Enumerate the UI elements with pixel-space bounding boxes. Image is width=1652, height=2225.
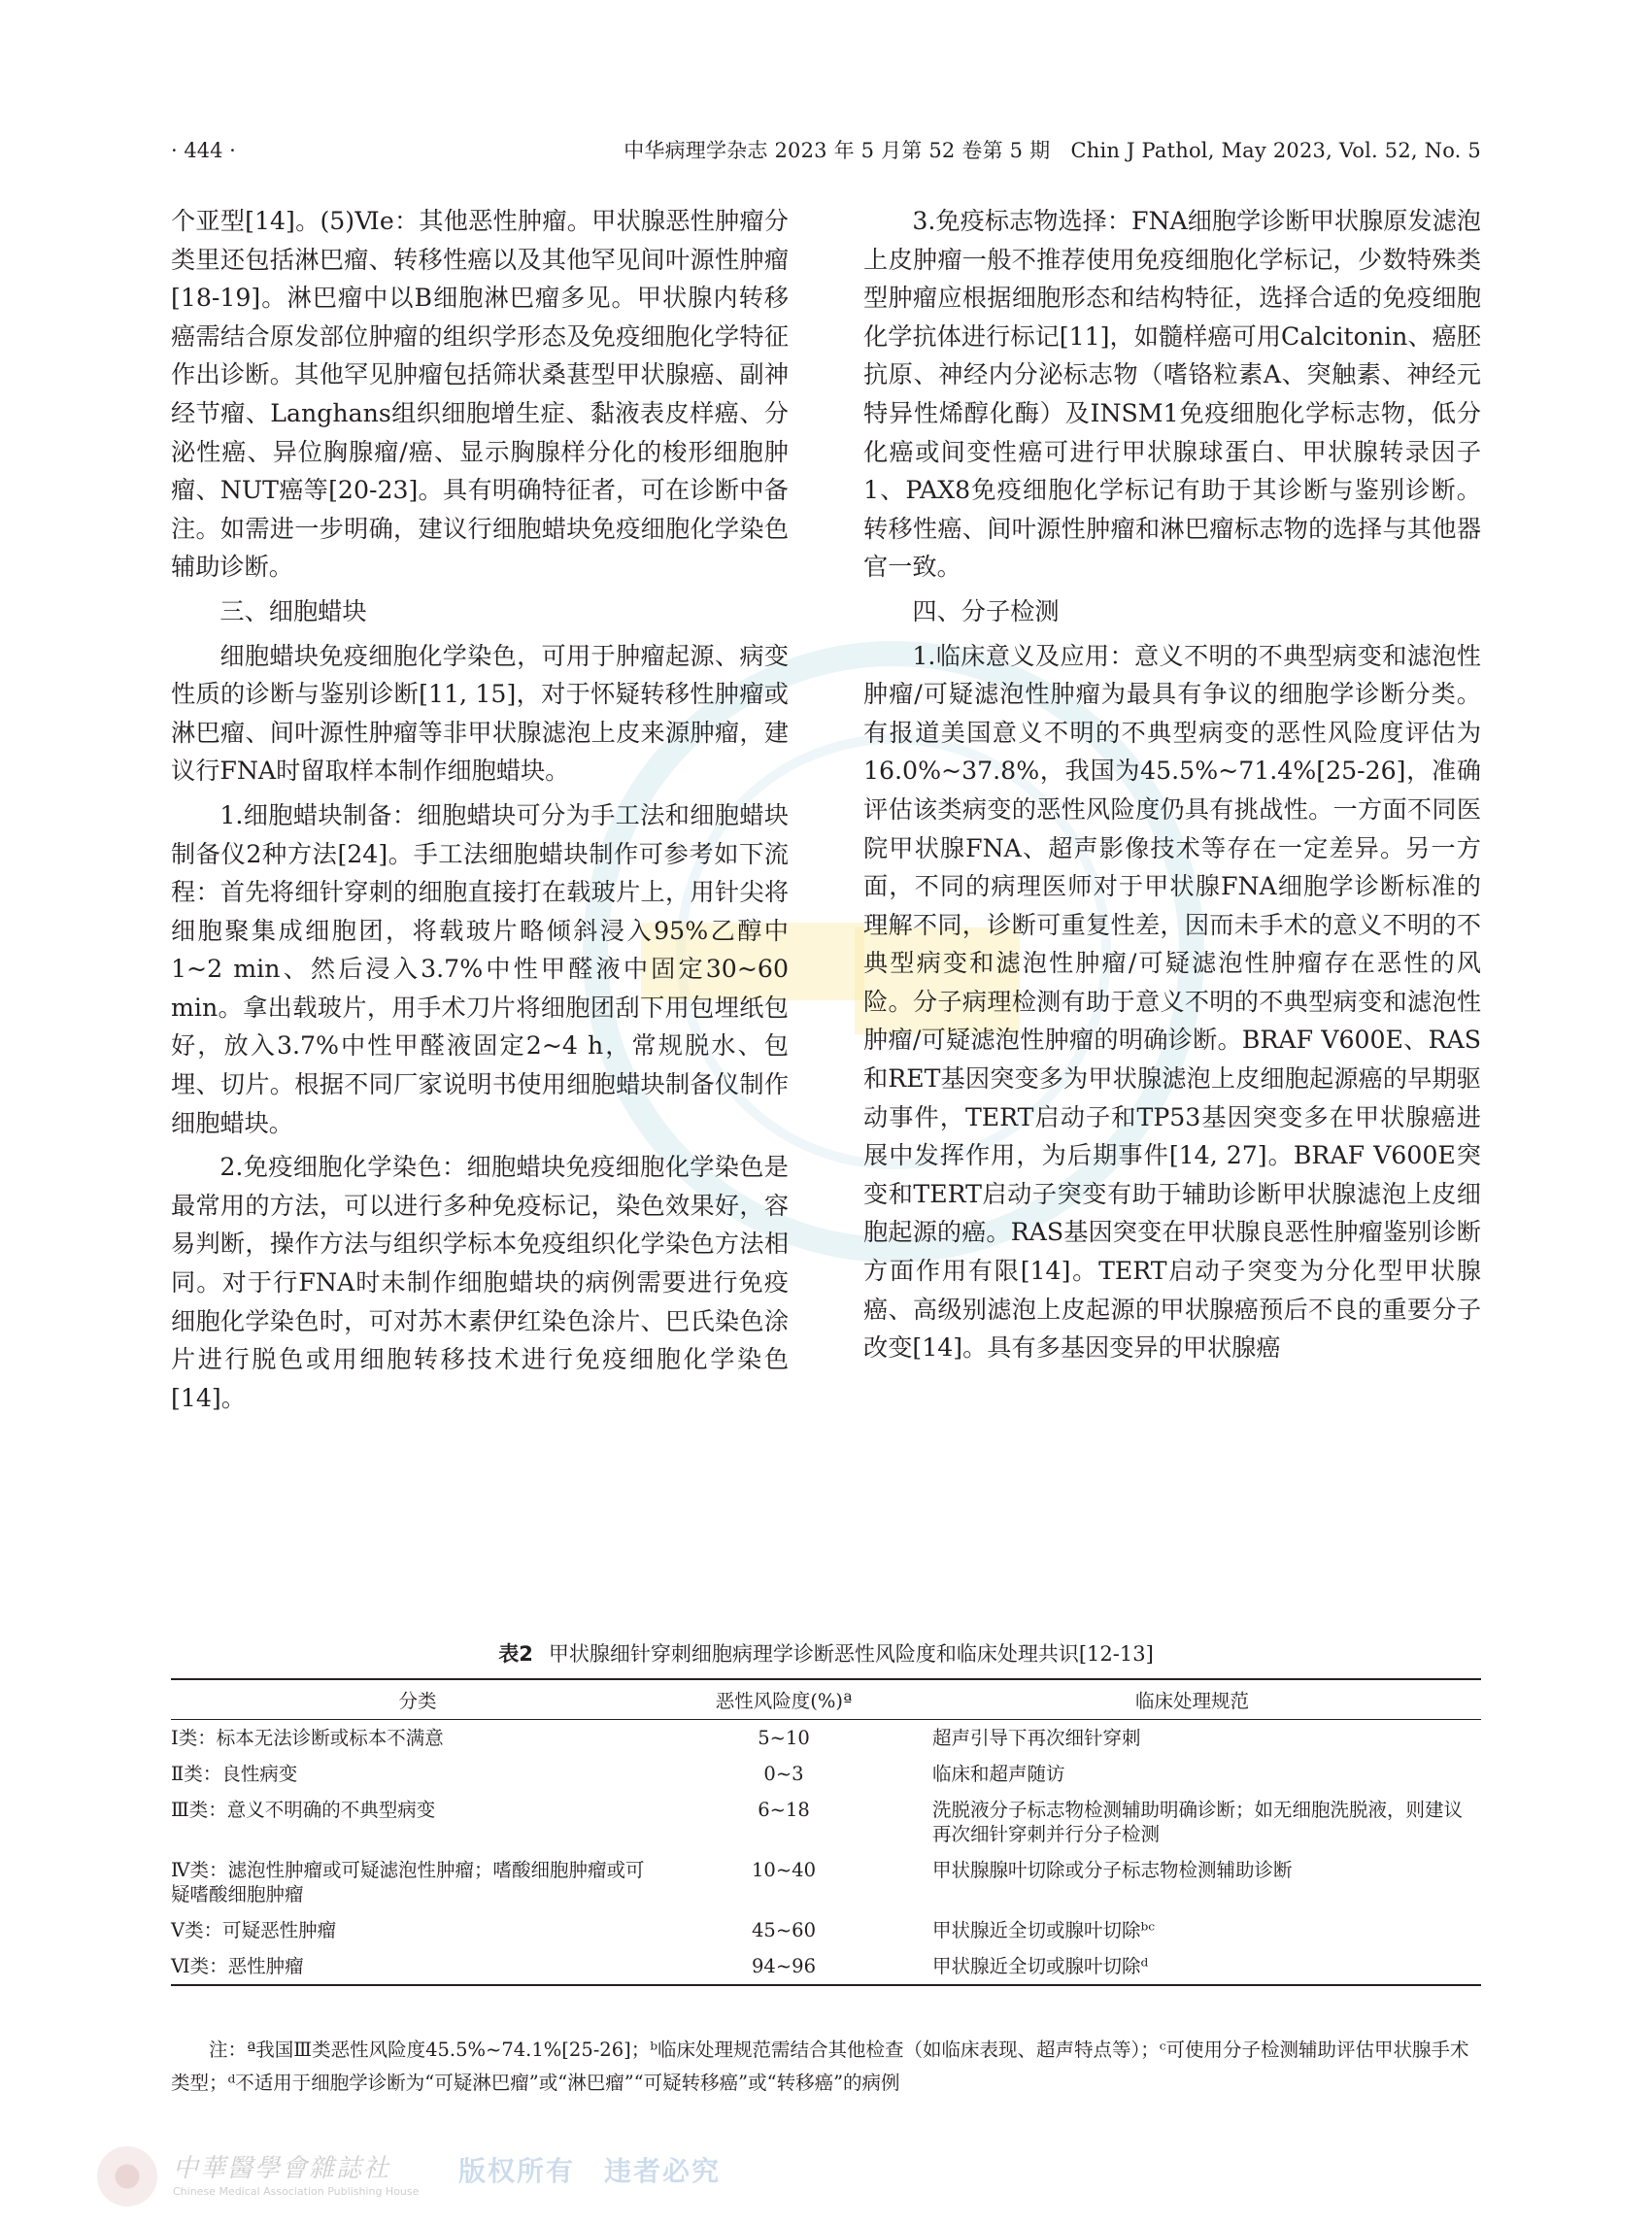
paragraph: 3.免疫标志物选择：FNA细胞学诊断甲状腺原发滤泡上皮肿瘤一般不推荐使用免疫细胞化学标记，少数特殊类型肿瘤应根据细胞形态和结构特征，选择合适的免疫细胞化学抗体进行标记[11]，如髓样癌可用Calcitonin、癌胚抗原、神经内分泌标志物（嗜铬粒素A、突触素、神经元特异性烯醇化酶）及INSM1免疫细胞化学标志物，低分化癌或间变性癌可进行甲状腺球蛋白、甲状腺转录因子1、PAX8免疫细胞化学标记有助于其诊断与鉴别诊断。转移性癌、间叶源性肿瘤和淋巴瘤标志物的选择与其他器官一致。 [863, 207, 1481, 582]
page-number: · 444 · [171, 139, 236, 162]
category-cell: Ⅳ类：滤泡性肿瘤或可疑滤泡性肿瘤；嗜酸细胞肿瘤或可疑嗜酸细胞肿瘤 [171, 1859, 645, 1905]
category-cell: Ⅲ类：意义不明确的不典型病变 [171, 1799, 436, 1821]
publisher-name: 中華醫學會雜誌社 [173, 2154, 391, 2183]
table-2 [171, 1639, 1481, 1986]
column-header: 恶性风险度(%)ª [715, 1690, 853, 1712]
category-cell: Ⅱ类：良性病变 [171, 1763, 298, 1785]
table-row [171, 1948, 1481, 1985]
management-cell: 临床和超声随访 [932, 1763, 1065, 1785]
publisher-name-en: Chinese Medical Association Publishing House [173, 2185, 420, 2198]
risk-cell: 0~3 [763, 1763, 804, 1785]
risk-cell: 94~96 [752, 1955, 816, 1977]
management-cell: 甲状腺腺叶切除或分子标志物检测辅助诊断 [932, 1859, 1293, 1881]
risk-cell: 6~18 [758, 1799, 810, 1821]
management-cell: 超声引导下再次细针穿刺 [932, 1727, 1141, 1749]
copyright-notice: 版权所有 违者必究 [458, 2155, 722, 2187]
paragraph: 个亚型[14]。(5)Ⅵe：其他恶性肿瘤。甲状腺恶性肿瘤分类里还包括淋巴瘤、转移性癌以及其他罕见间叶源性肿瘤[18-19]。淋巴瘤中以B细胞淋巴瘤多见。甲状腺内转移癌需结合原发部位肿瘤的组织学形态及免疫细胞化学特征作出诊断。其他罕见肿瘤包括筛状桑葚型甲状腺癌、副神经节瘤、Langhans组织细胞增生症、黏液表皮样癌、分泌性癌、异位胸腺瘤/癌、显示胸腺样分化的梭形细胞肿瘤、NUT癌等[20-23]。具有明确特征者，可在诊断中备注。如需进一步明确，建议行细胞蜡块免疫细胞化学染色辅助诊断。 [171, 207, 789, 582]
paragraph: 细胞蜡块免疫细胞化学染色，可用于肿瘤起源、病变性质的诊断与鉴别诊断[11, 15]，对于怀疑转移性肿瘤或淋巴瘤、间叶源性肿瘤等非甲状腺滤泡上皮来源肿瘤，建议行FNA时留取样本制作细胞蜡块。 [171, 641, 789, 786]
management-cell: 甲状腺近全切或腺叶切除ᵇᶜ [932, 1919, 1156, 1941]
table-label: 表2 [498, 1642, 533, 1666]
management-cell: 甲状腺近全切或腺叶切除ᵈ [932, 1955, 1149, 1977]
column-header: 分类 [398, 1690, 437, 1712]
section-heading: 四、分子检测 [912, 596, 1060, 625]
table-caption-text: 甲状腺细针穿刺细胞病理学诊断恶性风险度和临床处理共识[12-13] [548, 1642, 1154, 1666]
publisher-logo-icon [97, 2146, 157, 2207]
table-caption [171, 1639, 1481, 1669]
running-header [171, 134, 1481, 167]
journal-citation: 中华病理学杂志 2023 年 5 月第 52 卷第 5 期 Chin J Pathol, May 2023, Vol. 52, No. 5 [624, 139, 1481, 162]
table-row [171, 1912, 1481, 1948]
paragraph: 2.免疫细胞化学染色：细胞蜡块免疫细胞化学染色是最常用的方法，可以进行多种免疫标记，染色效果好，容易判断，操作方法与组织学标本免疫组织化学染色方法相同。对于行FNA时未制作细胞蜡块的病例需要进行免疫细胞化学染色时，可对苏木素伊红染色涂片、巴氏染色涂片进行脱色或用细胞转移技术进行免疫细胞化学染色[14]。 [171, 1153, 789, 1412]
category-cell: Ⅵ类：恶性肿瘤 [171, 1955, 304, 1977]
table-row [171, 1720, 1481, 1757]
paragraph: 1.细胞蜡块制备：细胞蜡块可分为手工法和细胞蜡块制备仪2种方法[24]。手工法细胞蜡块制作可参考如下流程：首先将细针穿刺的细胞直接打在载玻片上，用针尖将细胞聚集成细胞团，将载玻片略倾斜浸入95%乙醇中1~2 min、然后浸入3.7%中性甲醛液中固定30~60 min。拿出载玻片，用手术刀片将细胞团刮下用包埋纸包好，放入3.7%中性甲醛液固定2~4 h，常规脱水、包埋、切片。根据不同厂家说明书使用细胞蜡块制备仪制作细胞蜡块。 [171, 800, 789, 1137]
right-column [863, 202, 1481, 1373]
column-header: 临床处理规范 [1134, 1690, 1249, 1712]
risk-cell: 5~10 [758, 1727, 810, 1749]
risk-cell: 45~60 [752, 1919, 816, 1941]
table-row [171, 1756, 1481, 1792]
table-row [171, 1792, 1481, 1852]
category-cell: Ⅰ类：标本无法诊断或标本不满意 [171, 1727, 444, 1749]
section-heading: 三、细胞蜡块 [219, 596, 367, 625]
left-column [171, 202, 789, 1423]
risk-cell: 10~40 [752, 1859, 816, 1881]
risk-table [171, 1678, 1481, 1986]
publisher-watermark [97, 2146, 777, 2214]
category-cell: Ⅴ类：可疑恶性肿瘤 [171, 1919, 337, 1941]
table-row [171, 1852, 1481, 1912]
paragraph: 1.临床意义及应用：意义不明的不典型病变和滤泡性肿瘤/可疑滤泡性肿瘤为最具有争议的细胞学诊断分类。有报道美国意义不明的不典型病变的恶性风险度评估为16.0%~37.8%，我国为45.5%~71.4%[25-26]，准确评估该类病变的恶性风险度仍具有挑战性。一方面不同医院甲状腺FNA、超声影像技术等存在一定差异。另一方面，不同的病理医师对于甲状腺FNA细胞学诊断标准的理解不同，诊断可重复性差，因而未手术的意义不明的不典型病变和滤泡性肿瘤/可疑滤泡性肿瘤存在恶性的风险。分子病理检测有助于意义不明的不典型病变和滤泡性肿瘤/可疑滤泡性肿瘤的明确诊断。BRAF V600E、RAS和RET基因突变多为甲状腺滤泡上皮细胞起源癌的早期驱动事件，TERT启动子和TP53基因突变多在甲状腺癌进展中发挥作用，为后期事件[14, 27]。BRAF V600E突变和TERT启动子突变有助于辅助诊断甲状腺滤泡上皮细胞起源的癌。RAS基因突变在甲状腺良恶性肿瘤鉴别诊断方面作用有限[14]。TERT启动子突变为分化型甲状腺癌、高级别滤泡上皮起源的甲状腺癌预后不良的重要分子改变[14]。具有多基因变异的甲状腺癌 [863, 641, 1481, 1363]
table-notes: 注：ª我国Ⅲ类恶性风险度45.5%~74.1%[25-26]；ᵇ临床处理规范需结合其他检查（如临床表现、超声特点等）；ᶜ可使用分子检测辅助评估甲状腺手术类型；ᵈ不适用于细胞学诊断为“可疑淋巴瘤”或“淋巴瘤”“可疑转移癌”或“转移癌”的病例 [171, 2039, 1469, 2094]
table-header-row [171, 1679, 1481, 1720]
management-cell: 洗脱液分子标志物检测辅助明确诊断；如无细胞洗脱液，则建议再次细针穿刺并行分子检测 [932, 1799, 1464, 1845]
